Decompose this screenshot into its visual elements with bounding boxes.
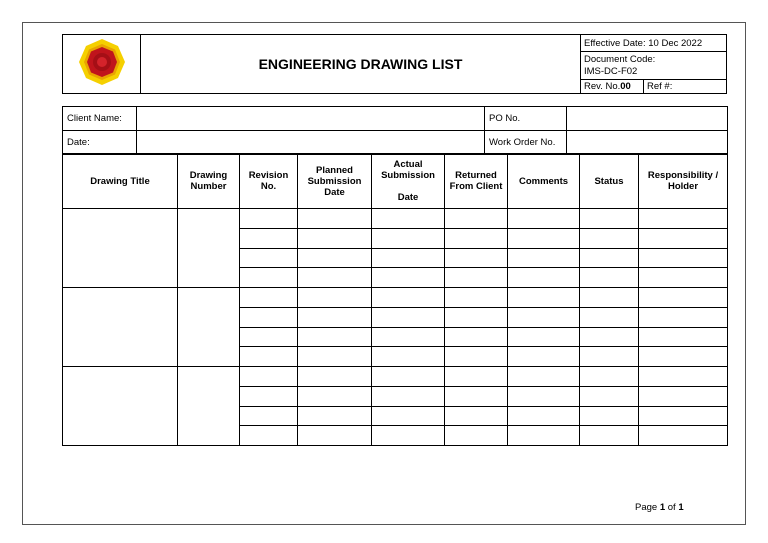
- work-order-label: Work Order No.: [485, 131, 567, 155]
- comments-cell[interactable]: [508, 386, 580, 406]
- actual-submission-date-cell[interactable]: [372, 347, 445, 367]
- page-total: 1: [678, 502, 684, 513]
- page-number: [635, 502, 684, 513]
- planned-submission-date-cell[interactable]: [298, 248, 372, 268]
- column-header-responsibility-holder: Responsibility / Holder: [639, 154, 728, 209]
- drawing-title-cell[interactable]: [63, 209, 178, 288]
- revision-no-cell[interactable]: [240, 327, 298, 347]
- planned-submission-date-cell[interactable]: [298, 386, 372, 406]
- planned-submission-date-cell[interactable]: [298, 327, 372, 347]
- responsibility-holder-cell[interactable]: [639, 426, 728, 446]
- responsibility-holder-cell[interactable]: [639, 248, 728, 268]
- comments-cell[interactable]: [508, 268, 580, 288]
- status-cell[interactable]: [580, 327, 639, 347]
- page-label: Page: [635, 502, 658, 513]
- po-number-label: PO No.: [485, 107, 567, 131]
- returned-from-client-cell[interactable]: [445, 386, 508, 406]
- comments-cell[interactable]: [508, 426, 580, 446]
- document-code-block: [581, 52, 726, 80]
- drawing-list-table: [62, 153, 728, 446]
- planned-submission-date-cell[interactable]: [298, 406, 372, 426]
- revision-no-cell[interactable]: [240, 426, 298, 446]
- planned-submission-date-cell[interactable]: [298, 209, 372, 229]
- work-order-field[interactable]: [567, 131, 728, 155]
- revision-row: [581, 80, 726, 93]
- column-header-actual-submission-date: Actual Submission Date: [372, 154, 445, 209]
- revision-no-cell[interactable]: [240, 209, 298, 229]
- column-header-comments: Comments: [508, 154, 580, 209]
- actual-submission-date-cell[interactable]: [372, 327, 445, 347]
- responsibility-holder-cell[interactable]: [639, 268, 728, 288]
- responsibility-holder-cell[interactable]: [639, 406, 728, 426]
- document-meta: [581, 35, 727, 94]
- returned-from-client-cell[interactable]: [445, 426, 508, 446]
- returned-from-client-cell[interactable]: [445, 406, 508, 426]
- actual-submission-date-cell[interactable]: [372, 307, 445, 327]
- date-label: Date:: [63, 131, 137, 155]
- revision-no-cell[interactable]: [240, 406, 298, 426]
- comments-cell[interactable]: [508, 347, 580, 367]
- responsibility-holder-cell[interactable]: [639, 386, 728, 406]
- status-cell[interactable]: [580, 347, 639, 367]
- po-number-field[interactable]: [567, 107, 728, 131]
- drawing-title-cell[interactable]: [63, 288, 178, 367]
- column-header-planned-submission-date: Planned Submission Date: [298, 154, 372, 209]
- column-header-drawing-number: Drawing Number: [178, 154, 240, 209]
- revision-no-cell[interactable]: [240, 307, 298, 327]
- revision-no-cell[interactable]: [240, 268, 298, 288]
- logo-cell: [63, 35, 141, 94]
- drawing-number-cell[interactable]: [178, 209, 240, 288]
- planned-submission-date-cell[interactable]: [298, 228, 372, 248]
- info-table: [62, 106, 728, 155]
- comments-cell[interactable]: [508, 209, 580, 229]
- comments-cell[interactable]: [508, 288, 580, 308]
- drawing-number-cell[interactable]: [178, 288, 240, 367]
- ref-number: Ref #:: [647, 81, 673, 92]
- actual-submission-date-cell[interactable]: [372, 367, 445, 387]
- returned-from-client-cell[interactable]: [445, 347, 508, 367]
- actual-submission-date-cell[interactable]: [372, 288, 445, 308]
- column-header-revision-no: Revision No.: [240, 154, 298, 209]
- planned-submission-date-cell[interactable]: [298, 426, 372, 446]
- responsibility-holder-cell[interactable]: [639, 367, 728, 387]
- table-header-row: [63, 154, 728, 209]
- table-row: [63, 288, 728, 308]
- responsibility-holder-cell[interactable]: [639, 228, 728, 248]
- returned-from-client-cell[interactable]: [445, 288, 508, 308]
- returned-from-client-cell[interactable]: [445, 367, 508, 387]
- status-cell[interactable]: [580, 288, 639, 308]
- table-row: [63, 209, 728, 229]
- document-code: IMS-DC-F02: [584, 66, 638, 77]
- actual-submission-date-cell[interactable]: [372, 268, 445, 288]
- returned-from-client-cell[interactable]: [445, 209, 508, 229]
- returned-from-client-cell[interactable]: [445, 268, 508, 288]
- actual-submission-date-cell[interactable]: [372, 209, 445, 229]
- comments-cell[interactable]: [508, 248, 580, 268]
- responsibility-holder-cell[interactable]: [639, 327, 728, 347]
- status-cell[interactable]: [580, 406, 639, 426]
- actual-submission-date-cell[interactable]: [372, 248, 445, 268]
- comments-cell[interactable]: [508, 228, 580, 248]
- responsibility-holder-cell[interactable]: [639, 288, 728, 308]
- column-header-status: Status: [580, 154, 639, 209]
- table-row: [63, 367, 728, 387]
- client-name-field[interactable]: [137, 107, 485, 131]
- comments-cell[interactable]: [508, 367, 580, 387]
- revision-no-cell[interactable]: [240, 288, 298, 308]
- document-header: [62, 34, 727, 94]
- revision-number: Rev. No.00: [581, 80, 644, 93]
- returned-from-client-cell[interactable]: [445, 327, 508, 347]
- date-field[interactable]: [137, 131, 485, 155]
- of-label: of: [667, 502, 676, 513]
- revision-no-cell[interactable]: [240, 347, 298, 367]
- returned-from-client-cell[interactable]: [445, 248, 508, 268]
- document-code-label: Document Code:: [584, 54, 656, 65]
- column-header-returned-from-client: Returned From Client: [445, 154, 508, 209]
- returned-from-client-cell[interactable]: [445, 307, 508, 327]
- status-cell[interactable]: [580, 386, 639, 406]
- revision-no-cell[interactable]: [240, 367, 298, 387]
- client-name-label: Client Name:: [63, 107, 137, 131]
- responsibility-holder-cell[interactable]: [639, 307, 728, 327]
- status-cell[interactable]: [580, 426, 639, 446]
- page-current: 1: [659, 502, 666, 513]
- returned-from-client-cell[interactable]: [445, 228, 508, 248]
- drawing-title-cell[interactable]: [63, 367, 178, 446]
- status-cell[interactable]: [580, 228, 639, 248]
- company-logo: [77, 37, 127, 87]
- status-cell[interactable]: [580, 268, 639, 288]
- responsibility-holder-cell[interactable]: [639, 347, 728, 367]
- document-title: ENGINEERING DRAWING LIST: [141, 35, 581, 94]
- planned-submission-date-cell[interactable]: [298, 307, 372, 327]
- column-header-drawing-title: Drawing Title: [63, 154, 178, 209]
- actual-submission-date-cell[interactable]: [372, 386, 445, 406]
- planned-submission-date-cell[interactable]: [298, 347, 372, 367]
- actual-submission-date-cell[interactable]: [372, 406, 445, 426]
- drawing-number-cell[interactable]: [178, 367, 240, 446]
- status-cell[interactable]: [580, 248, 639, 268]
- comments-cell[interactable]: [508, 406, 580, 426]
- comments-cell[interactable]: [508, 327, 580, 347]
- planned-submission-date-cell[interactable]: [298, 268, 372, 288]
- planned-submission-date-cell[interactable]: [298, 367, 372, 387]
- actual-submission-date-cell[interactable]: [372, 426, 445, 446]
- comments-cell[interactable]: [508, 307, 580, 327]
- status-cell[interactable]: [580, 307, 639, 327]
- responsibility-holder-cell[interactable]: [639, 209, 728, 229]
- status-cell[interactable]: [580, 209, 639, 229]
- status-cell[interactable]: [580, 367, 639, 387]
- revision-no-cell[interactable]: [240, 228, 298, 248]
- revision-no-cell[interactable]: [240, 248, 298, 268]
- revision-no-cell[interactable]: [240, 386, 298, 406]
- planned-submission-date-cell[interactable]: [298, 288, 372, 308]
- effective-date: Effective Date: 10 Dec 2022: [581, 35, 726, 52]
- actual-submission-date-cell[interactable]: [372, 228, 445, 248]
